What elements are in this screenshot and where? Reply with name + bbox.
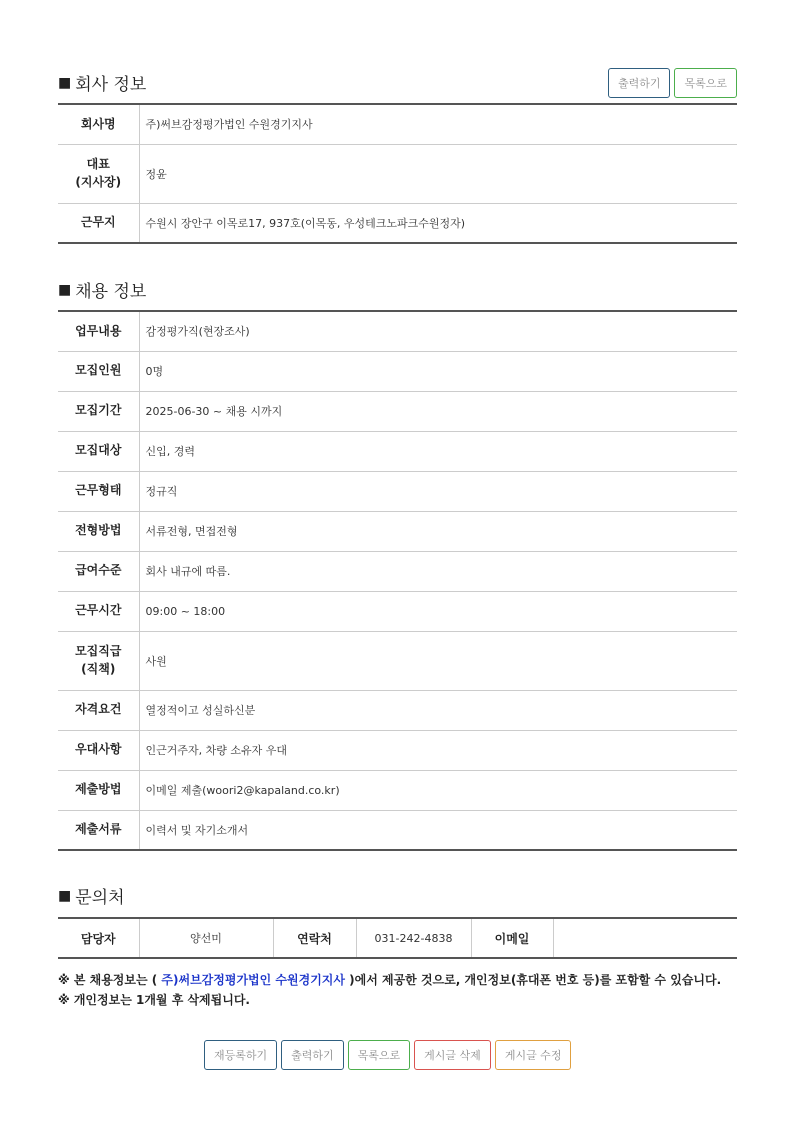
recruit-section-header — [58, 277, 737, 302]
row-label: 근무형태 — [58, 471, 139, 511]
table-row — [58, 770, 737, 810]
row-label-line1: 모집직급 — [75, 644, 122, 659]
company-section-title: 회사 정보 — [75, 75, 147, 95]
recruit-section-title: 채용 정보 — [75, 282, 147, 302]
phone-value: 031-242-4838 — [356, 918, 471, 958]
row-label: 회사명 — [58, 104, 139, 144]
notice-company: 주)써브감정평가법인 수원경기지사 — [161, 973, 345, 987]
list-button[interactable]: 목록으로 — [348, 1040, 411, 1070]
table-row — [58, 810, 737, 850]
notice — [58, 970, 740, 1010]
row-value: 2025-06-30 ~ 채용 시까지 — [139, 391, 737, 431]
row-value: 서류전형, 면접전형 — [139, 511, 737, 551]
table-row — [58, 918, 737, 958]
list-button[interactable]: 목록으로 — [674, 68, 737, 98]
edit-post-button[interactable]: 게시글 수정 — [495, 1040, 572, 1070]
contact-section-header — [58, 883, 737, 908]
notice-line2: ※ 개인정보는 1개월 후 삭제됩니다. — [58, 993, 250, 1007]
row-label: 우대사항 — [58, 730, 139, 770]
row-label: 근무시간 — [58, 591, 139, 631]
section-marker: ■ — [58, 281, 72, 298]
row-label: 제출서류 — [58, 810, 139, 850]
row-value: 0명 — [139, 351, 737, 391]
row-value: 인근거주자, 차량 소유자 우대 — [139, 730, 737, 770]
row-value: 회사 내규에 따름. — [139, 551, 737, 591]
contact-section-title: 문의처 — [75, 888, 125, 908]
table-row — [58, 144, 737, 203]
row-label: 급여수준 — [58, 551, 139, 591]
row-label — [58, 144, 139, 203]
row-value: 정윤 — [139, 144, 737, 203]
row-value: 사원 — [139, 631, 737, 690]
row-value: 주)써브감정평가법인 수원경기지사 — [139, 104, 737, 144]
recruit-info-table — [58, 310, 737, 851]
top-button-group — [608, 68, 737, 98]
row-label-line2: (직책) — [81, 661, 116, 676]
row-value: 정규직 — [139, 471, 737, 511]
table-row — [58, 511, 737, 551]
table-row — [58, 311, 737, 351]
notice-suffix: )에서 제공한 것으로, 개인정보(휴대폰 번호 등)를 포함할 수 있습니다. — [344, 973, 722, 987]
table-row — [58, 104, 737, 144]
manager-label: 담당자 — [58, 918, 139, 958]
table-row — [58, 690, 737, 730]
email-value — [553, 918, 737, 958]
delete-post-button[interactable]: 게시글 삭제 — [414, 1040, 491, 1070]
row-label: 모집인원 — [58, 351, 139, 391]
table-row — [58, 203, 737, 243]
email-label: 이메일 — [471, 918, 553, 958]
table-row — [58, 471, 737, 511]
row-label: 업무내용 — [58, 311, 139, 351]
row-value: 이메일 제출(woori2@kapaland.co.kr) — [139, 770, 737, 810]
notice-line1 — [58, 970, 740, 990]
table-row — [58, 631, 737, 690]
company-info-table — [58, 103, 737, 244]
table-row — [58, 730, 737, 770]
table-row — [58, 351, 737, 391]
phone-label: 연락처 — [273, 918, 356, 958]
table-row — [58, 551, 737, 591]
row-label: 제출방법 — [58, 770, 139, 810]
manager-value: 양선미 — [139, 918, 273, 958]
row-label: 자격요건 — [58, 690, 139, 730]
row-value: 감정평가직(현장조사) — [139, 311, 737, 351]
table-row — [58, 391, 737, 431]
row-label — [58, 631, 139, 690]
notice-prefix: ※ 본 채용정보는 ( — [58, 973, 162, 987]
row-label-line2: (지사장) — [75, 174, 122, 189]
print-button[interactable]: 출력하기 — [608, 68, 671, 98]
row-value: 수원시 장안구 이목로17, 937호(이목동, 우성테크노파크수원정자) — [145, 216, 466, 230]
row-value: 09:00 ~ 18:00 — [139, 591, 737, 631]
section-marker: ■ — [58, 74, 72, 91]
row-value: 신입, 경력 — [139, 431, 737, 471]
row-label: 전형방법 — [58, 511, 139, 551]
row-label-line1: 대표 — [86, 157, 110, 172]
table-row — [58, 431, 737, 471]
section-marker: ■ — [58, 887, 72, 904]
row-value: 열정적이고 성실하신분 — [139, 690, 737, 730]
bottom-button-group — [204, 1040, 571, 1070]
print-button[interactable]: 출력하기 — [281, 1040, 344, 1070]
row-value: 이력서 및 자기소개서 — [145, 823, 249, 837]
contact-table — [58, 917, 737, 959]
row-label: 모집대상 — [58, 431, 139, 471]
row-label: 근무지 — [58, 203, 139, 243]
row-label: 모집기간 — [58, 391, 139, 431]
reregister-button[interactable]: 재등록하기 — [204, 1040, 277, 1070]
table-row — [58, 591, 737, 631]
